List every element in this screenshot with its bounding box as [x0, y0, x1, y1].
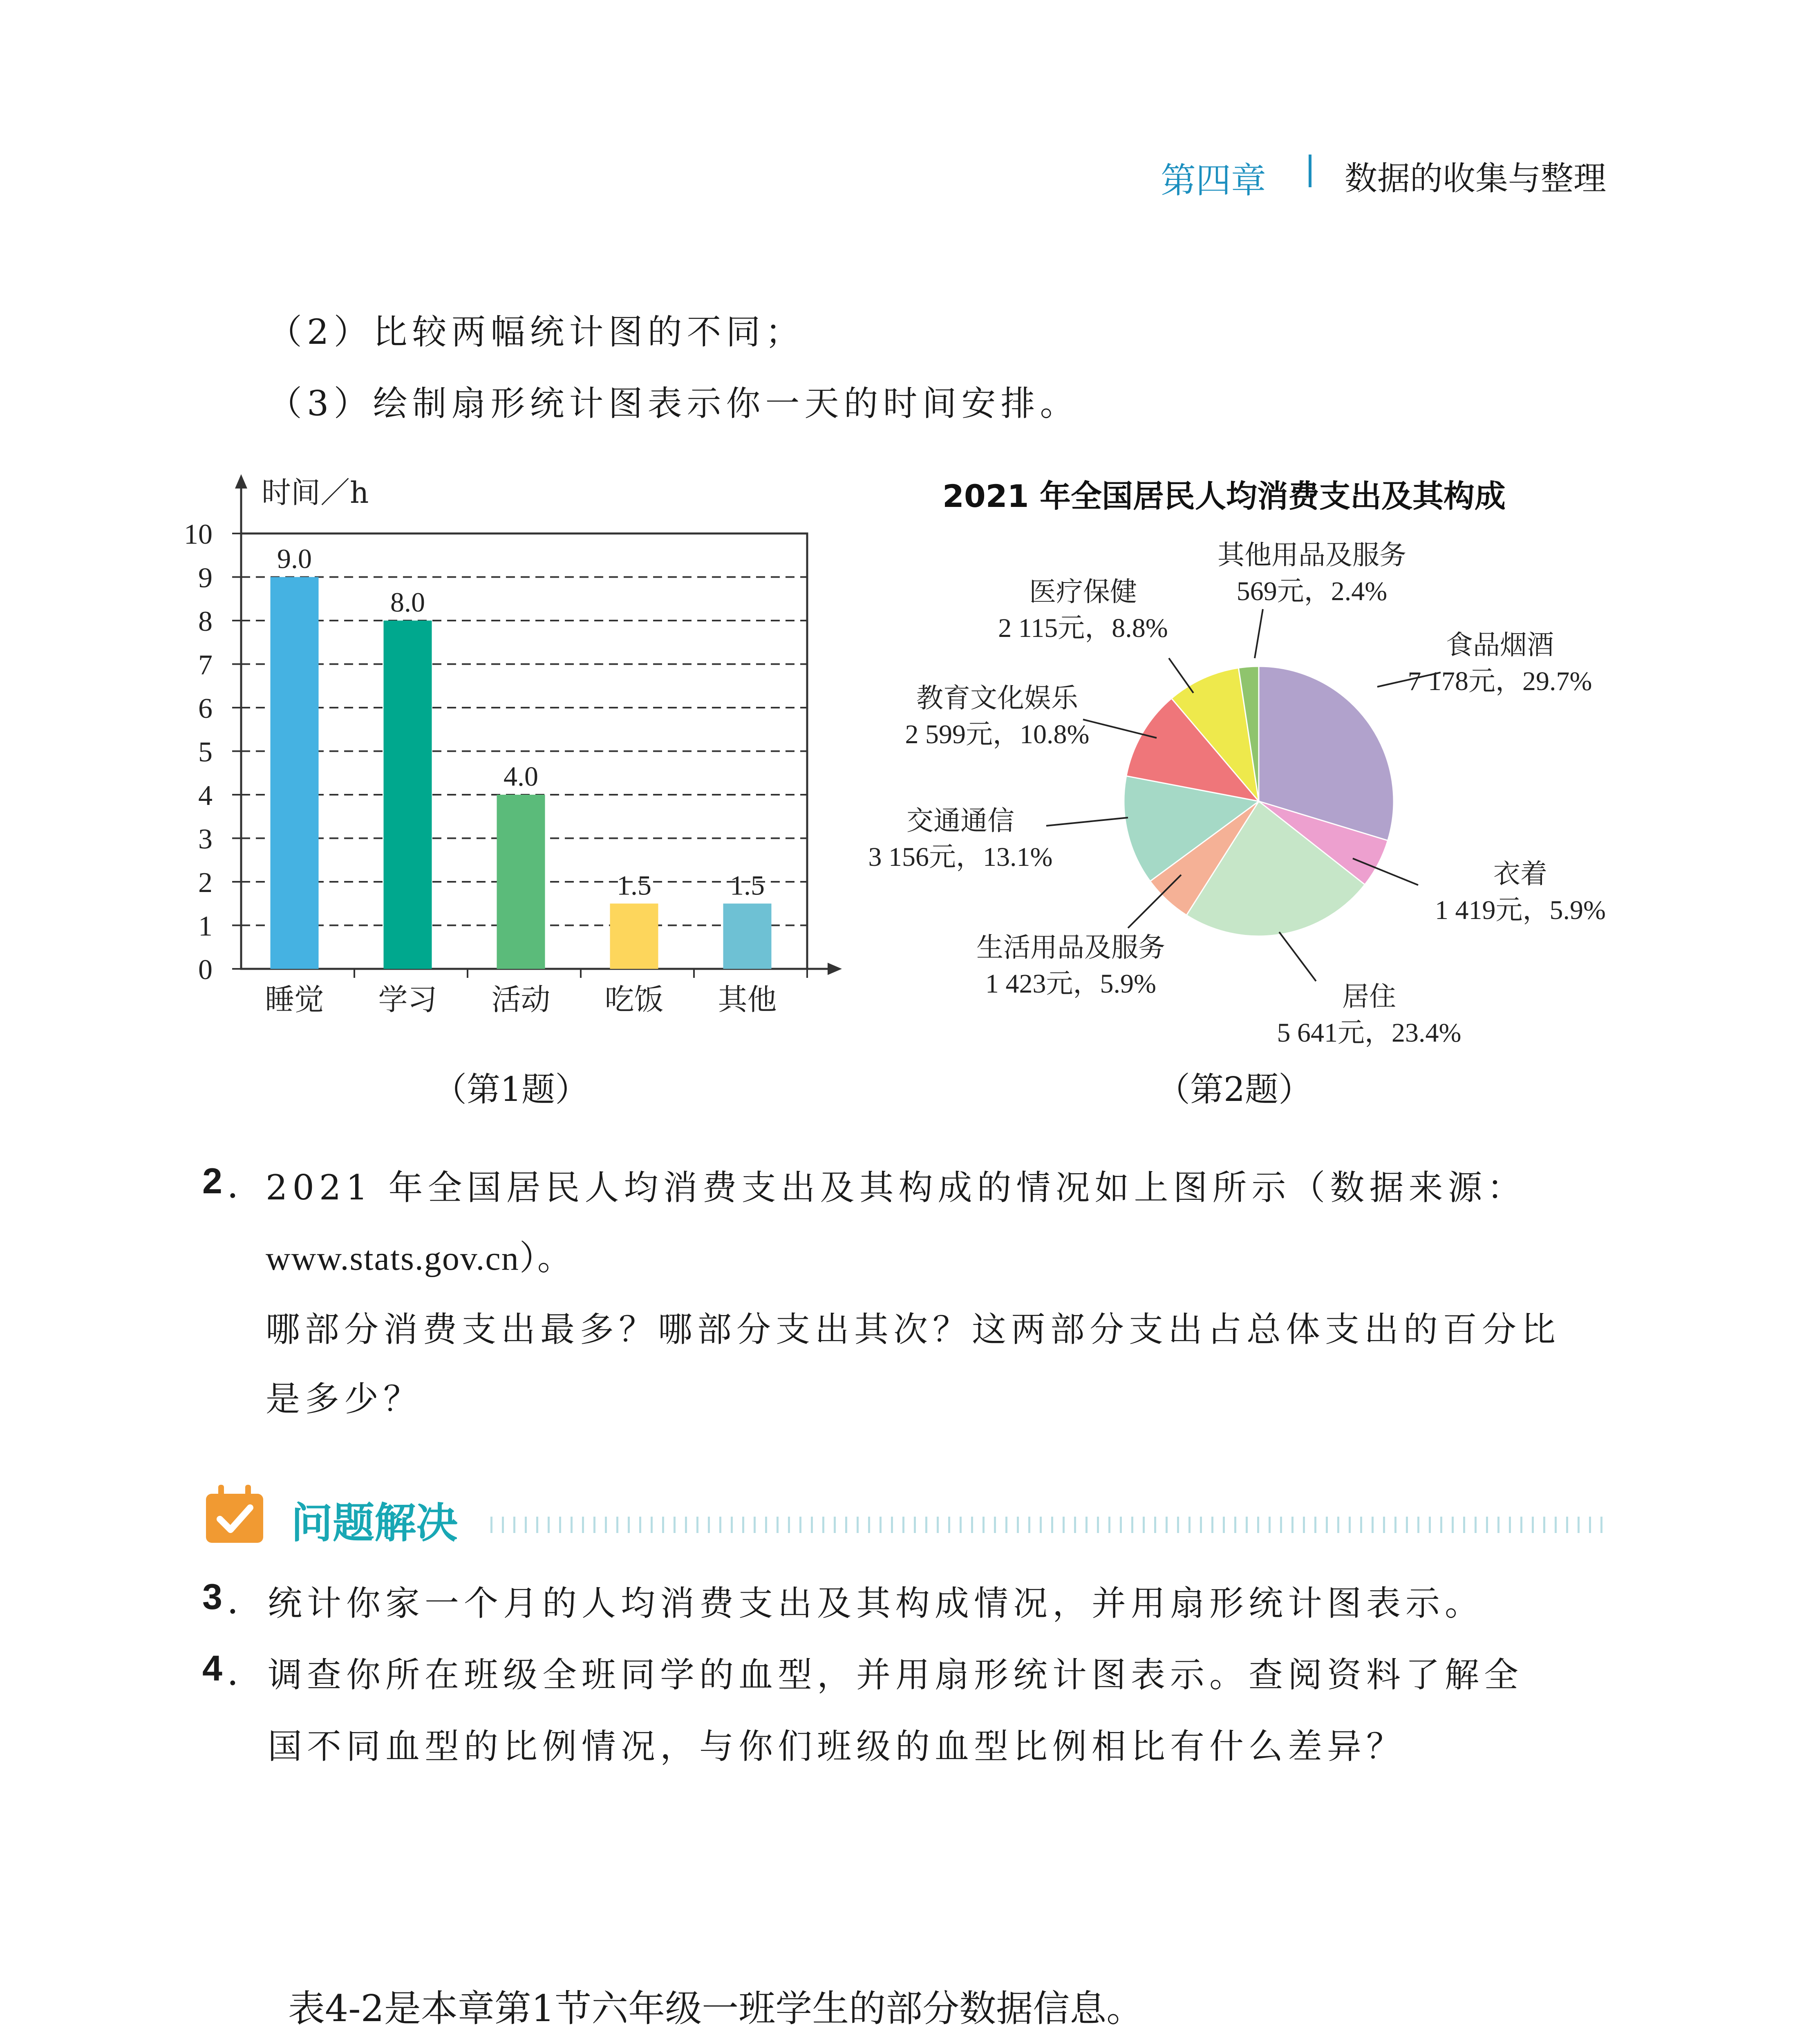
pie-slice-name: 医疗保健 — [1029, 576, 1137, 607]
pie-slice-name: 交通通信 — [906, 805, 1014, 836]
pie-slice-detail: 1 423元，5.9% — [985, 969, 1156, 999]
y-tick-label: 7 — [198, 649, 213, 681]
q4-dot: . — [227, 1651, 239, 1694]
y-axis-arrow — [235, 474, 247, 489]
header-divider — [1309, 155, 1311, 187]
bars — [271, 543, 772, 969]
section-title: 问题解决 — [291, 1499, 458, 1548]
q1-item-2: （2）比较两幅统计图的不同； — [268, 312, 805, 352]
table-intro: 表4-2是本章第1节六年级一班学生的部分数据信息。 — [288, 1987, 1144, 2030]
y-ticks — [184, 519, 241, 986]
calendar-check-icon — [204, 1484, 265, 1544]
pie-slice-name: 生活用品及服务 — [976, 932, 1165, 963]
x-tick-label: 睡觉 — [265, 982, 324, 1017]
bar-value-label: 1.5 — [617, 870, 651, 901]
q1-item-3: （3）绘制扇形统计图表示你一天的时间安排。 — [268, 383, 1079, 424]
x-tick-label: 学习 — [378, 982, 437, 1017]
y-tick-label: 3 — [198, 823, 213, 855]
chapter-label: 第四章 — [1161, 160, 1266, 201]
y-tick-label: 5 — [198, 736, 213, 768]
pie-slice-detail: 2 599元，10.8% — [905, 719, 1090, 749]
x-tick-label: 吃饭 — [604, 982, 664, 1017]
q2-line-4: 是多少？ — [266, 1379, 423, 1419]
y-tick-label: 0 — [198, 954, 213, 986]
y-tick-label: 9 — [198, 562, 213, 594]
chapter-title: 数据的收集与整理 — [1345, 159, 1606, 197]
pie-slices — [1124, 666, 1394, 936]
pie-leader-line — [1169, 658, 1193, 693]
bar-value-label: 4.0 — [504, 761, 538, 792]
pie-slice-detail: 3 156元，13.1% — [868, 842, 1053, 872]
pie-slice-detail: 5 641元，23.4% — [1277, 1018, 1461, 1048]
y-axis-label: 时间／h — [262, 475, 369, 510]
pie-leader-line — [1279, 932, 1316, 981]
pie-slice-name: 衣着 — [1493, 858, 1547, 890]
y-tick-label: 10 — [184, 519, 213, 550]
pie-slice-detail: 2 115元，8.8% — [998, 613, 1168, 643]
q2-number: 2 — [202, 1161, 222, 1201]
chart2-caption: （第2题） — [1157, 1070, 1312, 1109]
bar-value-label: 1.5 — [730, 870, 765, 901]
chart1-caption: （第1题） — [433, 1070, 589, 1109]
q4-line-2: 国不同血型的比例情况，与你们班级的血型比例相比有什么差异？ — [268, 1726, 1406, 1766]
y-tick-label: 4 — [198, 780, 213, 811]
bar — [497, 795, 545, 969]
bar-chart — [163, 466, 858, 1038]
x-tick-label: 其他 — [718, 982, 777, 1017]
pie-slice-name: 食品烟酒 — [1446, 629, 1554, 661]
y-tick-label: 6 — [198, 693, 213, 724]
section-divider — [490, 1517, 1610, 1533]
bar-value-label: 8.0 — [390, 587, 425, 618]
q3-dot: . — [227, 1579, 239, 1622]
pie-slice-detail: 569元，2.4% — [1236, 576, 1388, 606]
pie-slice-detail: 1 419元，5.9% — [1435, 895, 1606, 925]
pie-slice-name: 教育文化娱乐 — [916, 682, 1078, 714]
q4-line-1: 调查你所在班级全班同学的血型，并用扇形统计图表示。查阅资料了解全 — [268, 1655, 1524, 1695]
q3-text: 统计你家一个月的人均消费支出及其构成情况，并用扇形统计图表示。 — [268, 1583, 1484, 1623]
bar — [610, 903, 658, 969]
pie-slice-name: 其他用品及服务 — [1217, 539, 1406, 571]
q2-line-2: www.stats.gov.cn）。 — [266, 1239, 573, 1278]
pie-title: 2021 年全国居民人均消费支出及其构成 — [942, 478, 1506, 514]
pie-slice-detail: 7 178元，29.7% — [1408, 666, 1592, 696]
pie-leader-line — [1255, 609, 1263, 658]
y-tick-label: 2 — [198, 867, 213, 899]
x-ticks — [265, 969, 807, 1017]
q4-number: 4 — [202, 1648, 222, 1688]
q2-dot: . — [227, 1163, 239, 1206]
y-tick-label: 8 — [198, 606, 213, 637]
pie-leader-line — [1046, 818, 1128, 826]
q2-line-3: 哪部分消费支出最多？哪部分支出其次？这两部分支出占总体支出的百分比 — [266, 1309, 1561, 1349]
q3-number: 3 — [202, 1576, 222, 1617]
bar — [271, 577, 319, 969]
pie-chart — [826, 466, 1663, 1059]
bar — [723, 903, 772, 969]
pie-slice-name: 居住 — [1342, 981, 1396, 1012]
x-tick-label: 活动 — [491, 982, 551, 1017]
bar — [384, 621, 432, 969]
q2-line-1: 2021 年全国居民人均消费支出及其构成的情况如上图所示（数据来源： — [266, 1168, 1526, 1208]
y-tick-label: 1 — [198, 910, 213, 942]
bar-value-label: 9.0 — [277, 543, 312, 574]
